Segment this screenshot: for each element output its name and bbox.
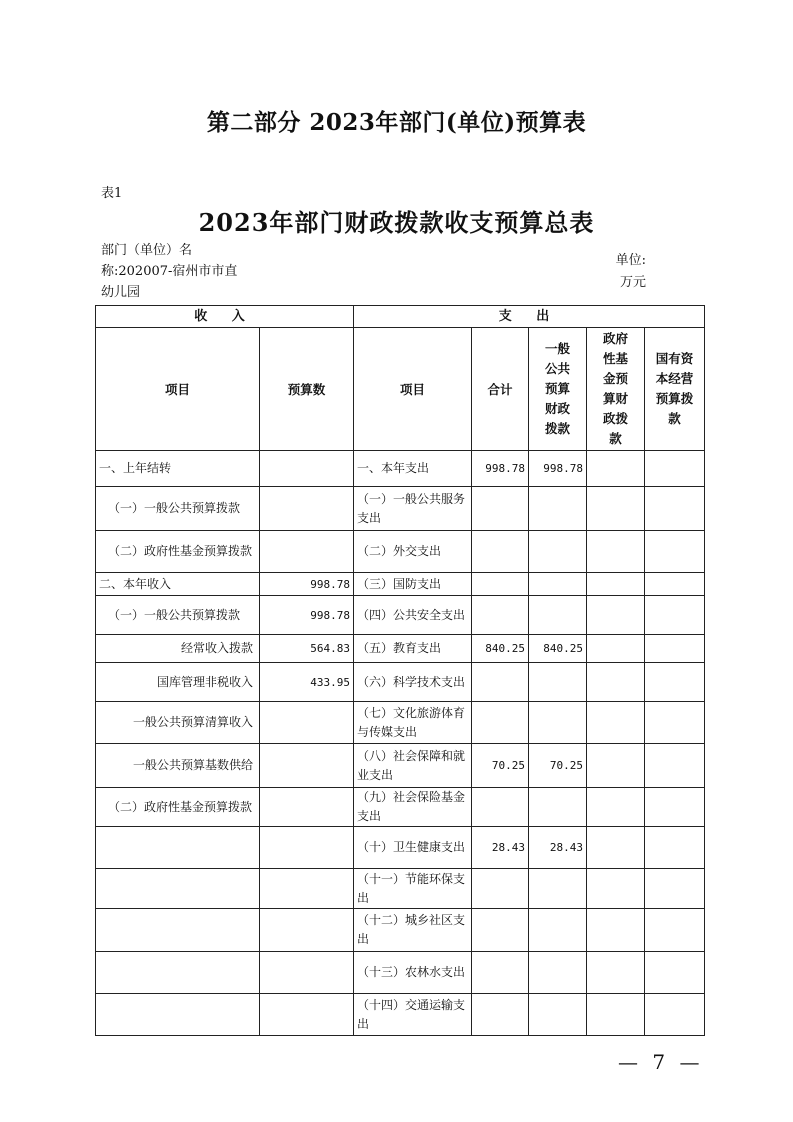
income-item-cell: 国库管理非税收入	[96, 663, 260, 702]
state-capital-cell	[645, 788, 705, 827]
expense-item-cell: （八）社会保障和就业支出	[354, 744, 472, 788]
total-cell	[472, 994, 529, 1036]
general-budget-cell	[529, 952, 587, 994]
income-item-cell: 二、本年收入	[96, 573, 260, 596]
income-amount-cell: 564.83	[260, 635, 354, 663]
income-item-cell: 经常收入拨款	[96, 635, 260, 663]
state-capital-cell	[645, 573, 705, 596]
gov-fund-cell	[587, 596, 645, 635]
gov-fund-cell	[587, 702, 645, 744]
state-capital-cell	[645, 531, 705, 573]
gov-fund-cell	[587, 531, 645, 573]
income-item-cell: （二）政府性基金预算拨款	[96, 531, 260, 573]
gov-fund-cell	[587, 909, 645, 952]
expense-item-cell: （十）卫生健康支出	[354, 827, 472, 869]
table-row	[96, 869, 705, 909]
expense-item-cell: （四）公共安全支出	[354, 596, 472, 635]
total-cell: 840.25	[472, 635, 529, 663]
table-row	[96, 487, 705, 531]
gov-fund-cell	[587, 573, 645, 596]
income-item-cell	[96, 994, 260, 1036]
budget-table	[95, 305, 705, 1036]
table-row	[96, 702, 705, 744]
table-row	[96, 451, 705, 487]
income-amount-cell: 433.95	[260, 663, 354, 702]
table-row	[96, 827, 705, 869]
general-budget-cell	[529, 909, 587, 952]
table-row	[96, 994, 705, 1036]
expense-item-cell: （六）科学技术支出	[354, 663, 472, 702]
header-row-1	[96, 306, 705, 328]
expense-item-cell: （一）一般公共服务支出	[354, 487, 472, 531]
part-title: 第二部分 2023年部门(单位)预算表	[206, 109, 587, 136]
total-cell	[472, 573, 529, 596]
page-number: — 7 —	[618, 1050, 704, 1074]
expense-item-cell: （三）国防支出	[354, 573, 472, 596]
gov-fund-cell	[587, 827, 645, 869]
income-amount-cell	[260, 827, 354, 869]
general-budget-cell	[529, 702, 587, 744]
state-capital-cell	[645, 635, 705, 663]
gov-fund-cell	[587, 663, 645, 702]
income-amount-cell	[260, 869, 354, 909]
state-capital-cell	[645, 596, 705, 635]
unit-label: 单位:	[615, 253, 646, 268]
header-row-2	[96, 328, 705, 451]
income-item-cell: （一）一般公共预算拨款	[96, 487, 260, 531]
table-row	[96, 952, 705, 994]
gov-fund-cell	[587, 788, 645, 827]
income-amount-cell	[260, 994, 354, 1036]
total-cell	[472, 531, 529, 573]
total-cell	[472, 702, 529, 744]
state-capital-cell	[645, 952, 705, 994]
income-item-cell: 一般公共预算清算收入	[96, 702, 260, 744]
income-amount-cell	[260, 952, 354, 994]
total-cell: 70.25	[472, 744, 529, 788]
state-capital-cell	[645, 744, 705, 788]
general-budget-cell: 998.78	[529, 451, 587, 487]
expense-item-cell: （十四）交通运输支出	[354, 994, 472, 1036]
table-row	[96, 573, 705, 596]
gov-fund-cell	[587, 744, 645, 788]
income-item-cell	[96, 909, 260, 952]
unit-info	[598, 250, 646, 294]
department-line-3: 幼儿园	[101, 285, 141, 300]
expense-item-cell: （七）文化旅游体育与传媒支出	[354, 702, 472, 744]
unit-value: 万元	[619, 275, 646, 290]
income-amount-cell: 998.78	[260, 573, 354, 596]
department-line-1: 部门（单位）名	[101, 243, 193, 258]
state-capital-cell	[645, 827, 705, 869]
general-budget-cell	[529, 788, 587, 827]
department-line-2: 称:202007-宿州市市直	[101, 264, 238, 279]
expense-item-cell: （十二）城乡社区支出	[354, 909, 472, 952]
table-row	[96, 744, 705, 788]
gov-fund-cell	[587, 635, 645, 663]
total-cell	[472, 869, 529, 909]
state-capital-cell	[645, 909, 705, 952]
state-capital-cell	[645, 702, 705, 744]
income-item-cell: （二）政府性基金预算拨款	[96, 788, 260, 827]
header-gov-fund: 政府性基金预算财政拨款	[587, 328, 645, 451]
gov-fund-cell	[587, 952, 645, 994]
general-budget-cell	[529, 487, 587, 531]
total-cell	[472, 909, 529, 952]
header-budget-amount: 预算数	[260, 328, 354, 451]
table-row	[96, 596, 705, 635]
table-number: 表1	[101, 186, 123, 201]
table-title: 2023年部门财政拨款收支预算总表	[198, 208, 595, 237]
expense-item-cell: （五）教育支出	[354, 635, 472, 663]
header-state-capital: 国有资本经营预算拨款	[645, 328, 705, 451]
general-budget-cell: 28.43	[529, 827, 587, 869]
table-row	[96, 788, 705, 827]
state-capital-cell	[645, 994, 705, 1036]
total-cell: 998.78	[472, 451, 529, 487]
income-amount-cell: 998.78	[260, 596, 354, 635]
general-budget-cell	[529, 869, 587, 909]
gov-fund-cell	[587, 869, 645, 909]
general-budget-cell	[529, 663, 587, 702]
income-header: 收 入	[96, 306, 354, 328]
general-budget-cell	[529, 531, 587, 573]
header-expense-item: 项目	[354, 328, 472, 451]
expense-item-cell: （十三）农林水支出	[354, 952, 472, 994]
income-amount-cell	[260, 487, 354, 531]
income-amount-cell	[260, 744, 354, 788]
gov-fund-cell	[587, 994, 645, 1036]
state-capital-cell	[645, 663, 705, 702]
total-cell	[472, 788, 529, 827]
income-amount-cell	[260, 788, 354, 827]
general-budget-cell	[529, 573, 587, 596]
total-cell	[472, 952, 529, 994]
total-cell	[472, 596, 529, 635]
general-budget-cell: 840.25	[529, 635, 587, 663]
state-capital-cell	[645, 451, 705, 487]
header-general-budget: 一般公共预算财政拨款	[529, 328, 587, 451]
general-budget-cell	[529, 994, 587, 1036]
table-row	[96, 909, 705, 952]
income-item-cell: 一、上年结转	[96, 451, 260, 487]
table-row	[96, 635, 705, 663]
gov-fund-cell	[587, 451, 645, 487]
expense-item-cell: 一、本年支出	[354, 451, 472, 487]
total-cell	[472, 663, 529, 702]
expense-item-cell: （十一）节能环保支出	[354, 869, 472, 909]
income-item-cell: 一般公共预算基数供给	[96, 744, 260, 788]
expense-item-cell: （九）社会保险基金支出	[354, 788, 472, 827]
general-budget-cell	[529, 596, 587, 635]
income-item-cell	[96, 827, 260, 869]
state-capital-cell	[645, 869, 705, 909]
header-total: 合计	[472, 328, 529, 451]
income-item-cell: （一）一般公共预算拨款	[96, 596, 260, 635]
total-cell	[472, 487, 529, 531]
income-amount-cell	[260, 531, 354, 573]
total-cell: 28.43	[472, 827, 529, 869]
income-item-cell	[96, 952, 260, 994]
income-item-cell	[96, 869, 260, 909]
income-amount-cell	[260, 702, 354, 744]
expense-item-cell: （二）外交支出	[354, 531, 472, 573]
expense-header: 支 出	[354, 306, 705, 328]
state-capital-cell	[645, 487, 705, 531]
income-amount-cell	[260, 451, 354, 487]
table-row	[96, 663, 705, 702]
gov-fund-cell	[587, 487, 645, 531]
table-row	[96, 531, 705, 573]
general-budget-cell: 70.25	[529, 744, 587, 788]
header-income-item: 项目	[96, 328, 260, 451]
income-amount-cell	[260, 909, 354, 952]
department-info	[101, 240, 271, 303]
